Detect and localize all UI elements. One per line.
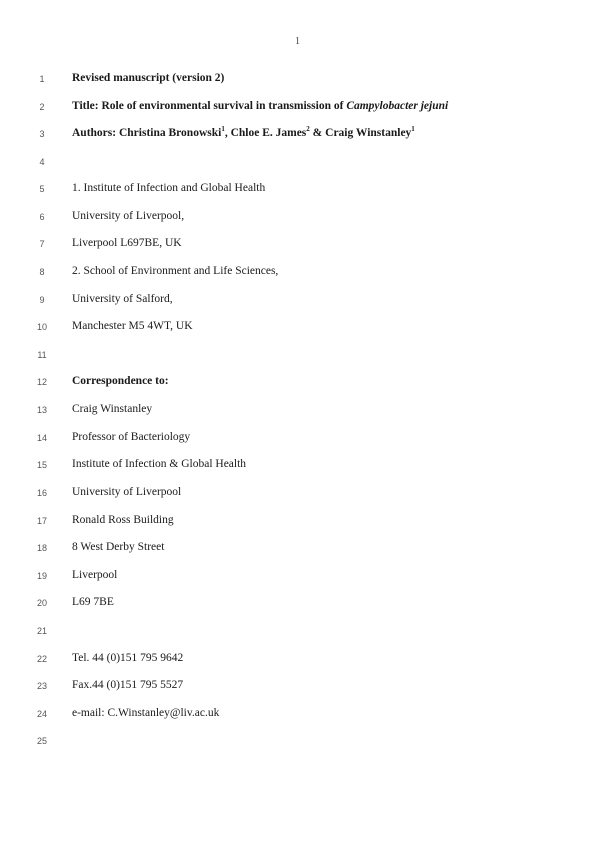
manuscript-line-2 — [0, 99, 595, 115]
line-number: 1 — [39, 74, 45, 84]
manuscript-line-8 — [0, 264, 595, 280]
affiliation-1: 1. Institute of Infection and Global Health — [72, 182, 266, 194]
line-number: 5 — [39, 184, 45, 194]
affiliation-1-university: University of Liverpool, — [72, 210, 185, 222]
line-number: 24 — [36, 709, 47, 719]
line-number: 8 — [39, 267, 45, 277]
author-2-affiliation: 2 — [306, 125, 310, 134]
author-1-affiliation: 1 — [221, 125, 225, 134]
correspondent-title: Professor of Bacteriology — [72, 431, 191, 443]
line-number: 4 — [39, 157, 45, 167]
manuscript-line-23 — [0, 678, 595, 694]
manuscript-line-19 — [0, 568, 595, 584]
manuscript-line-21 — [0, 623, 595, 639]
correspondence-heading: Correspondence to: — [72, 375, 169, 387]
line-number: 6 — [39, 212, 45, 222]
correspondent-building: Ronald Ross Building — [72, 514, 174, 526]
authors-label: Authors: — [72, 127, 119, 139]
manuscript-line-13 — [0, 402, 595, 418]
author-separator: , — [224, 127, 231, 139]
line-number: 22 — [36, 654, 47, 664]
correspondent-institute: Institute of Infection & Global Health — [72, 458, 247, 470]
line-number: 21 — [36, 626, 47, 636]
correspondent-city: Liverpool — [72, 569, 118, 581]
line-number: 13 — [36, 405, 47, 415]
title-species: Campylobacter jejuni — [346, 100, 449, 112]
page-number: 1 — [295, 36, 300, 47]
line-number: 10 — [36, 322, 47, 332]
line-number: 20 — [36, 598, 47, 608]
author-separator: & — [309, 127, 326, 139]
manuscript-line-18 — [0, 540, 595, 556]
correspondent-university: University of Liverpool — [72, 486, 182, 498]
author-3-affiliation: 1 — [411, 125, 415, 134]
line-number: 11 — [37, 350, 47, 360]
line-number: 25 — [36, 736, 47, 746]
line-number: 15 — [36, 460, 47, 470]
telephone: Tel. 44 (0)151 795 9642 — [72, 652, 184, 664]
line-number: 18 — [36, 543, 47, 553]
title-text: Title: Role of environmental survival in transmission of — [72, 100, 347, 112]
author-2: Chloe E. James — [230, 127, 307, 139]
line-number: 7 — [39, 239, 45, 249]
manuscript-line-24 — [0, 706, 595, 722]
author-1: Christina Bronowski — [118, 127, 222, 139]
correspondent-postcode: L69 7BE — [72, 596, 114, 608]
author-3: Craig Winstanley — [325, 127, 412, 139]
paper-title — [72, 100, 448, 112]
manuscript-line-16 — [0, 485, 595, 501]
line-number: 3 — [39, 129, 45, 139]
manuscript-line-6 — [0, 209, 595, 225]
manuscript-line-12 — [0, 374, 595, 390]
line-number: 2 — [39, 102, 45, 112]
affiliation-2-city: Manchester M5 4WT, UK — [72, 320, 193, 332]
affiliation-2-university: University of Salford, — [72, 293, 173, 305]
line-number: 9 — [39, 295, 45, 305]
line-number: 16 — [36, 488, 47, 498]
manuscript-line-17 — [0, 513, 595, 529]
manuscript-line-20 — [0, 595, 595, 611]
line-number: 14 — [36, 433, 47, 443]
fax: Fax.44 (0)151 795 5527 — [72, 679, 184, 691]
manuscript-line-10 — [0, 319, 595, 335]
manuscript-line-9 — [0, 292, 595, 308]
email: e-mail: C.Winstanley@liv.ac.uk — [72, 707, 220, 719]
correspondent-street: 8 West Derby Street — [72, 541, 165, 553]
manuscript-line-4 — [0, 154, 595, 170]
manuscript-line-14 — [0, 430, 595, 446]
affiliation-1-city: Liverpool L697BE, UK — [72, 237, 182, 249]
manuscript-line-5 — [0, 181, 595, 197]
manuscript-line-15 — [0, 457, 595, 473]
authors — [72, 127, 415, 139]
line-number: 19 — [36, 571, 47, 581]
manuscript-line-3 — [0, 126, 595, 142]
line-number: 17 — [36, 516, 47, 526]
manuscript-version: Revised manuscript (version 2) — [72, 72, 225, 84]
correspondent-name: Craig Winstanley — [72, 403, 153, 415]
manuscript-line-1 — [0, 71, 595, 87]
manuscript-line-11 — [0, 347, 595, 363]
line-number: 23 — [36, 681, 47, 691]
manuscript-line-22 — [0, 651, 595, 667]
manuscript-line-25 — [0, 733, 595, 749]
line-number: 12 — [36, 377, 47, 387]
affiliation-2: 2. School of Environment and Life Sciences, — [72, 265, 279, 277]
manuscript-line-7 — [0, 236, 595, 252]
